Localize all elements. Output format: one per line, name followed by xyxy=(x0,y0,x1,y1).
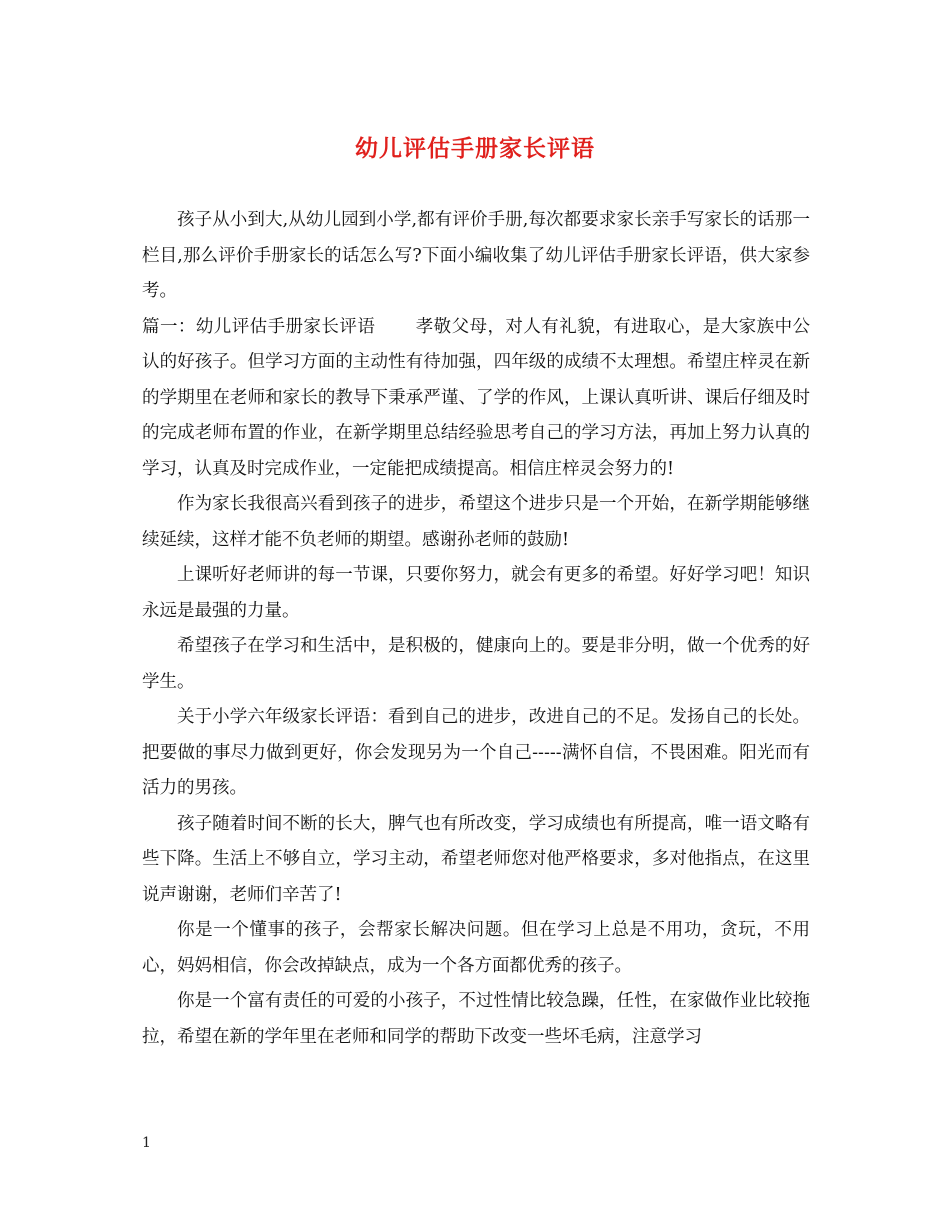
paragraph-sensible: 你是一个懂事的孩子，会帮家长解决问题。但在学习上总是不用功，贪玩，不用心，妈妈相信，你会改掉缺点，成为一个各方面都优秀的孩子。 xyxy=(142,920,810,976)
document-title: 幼儿评估手册家长评语 xyxy=(355,135,595,162)
paragraph-section-one xyxy=(142,310,810,488)
document-body xyxy=(142,203,810,1055)
paragraph-intro: 孩子从小到大,从幼儿园到小学,都有评价手册,每次都要求家长亲手写家长的话那一栏目,那么评价手册家长的话怎么写?下面小编收集了幼儿评估手册家长评语，供大家参考。 xyxy=(142,210,810,301)
paragraph-listen: 上课听好老师讲的每一节课，只要你努力，就会有更多的希望。好好学习吧！知识永远是最强的力量。 xyxy=(142,565,810,621)
page-number: 1 xyxy=(142,1135,151,1151)
paragraph-progress: 作为家长我很高兴看到孩子的进步，希望这个进步只是一个开始，在新学期能够继续延续，这样才能不负老师的期望。感谢孙老师的鼓励! xyxy=(142,494,810,550)
section-heading: 篇一：幼儿评估手册家长评语 xyxy=(142,316,376,337)
paragraph-growth: 孩子随着时间不断的长大，脾气也有所改变，学习成绩也有所提高，唯一语文略有些下降。生活上不够自立，学习主动，希望老师您对他严格要求，多对他指点，在这里说声谢谢，老师们辛苦了! xyxy=(142,813,810,905)
paragraph-grade-six: 关于小学六年级家长评语：看到自己的进步，改进自己的不足。发扬自己的长处。把要做的事尽力做到更好，你会发现另为一个自己-----满怀自信，不畏困难。阳光而有活力的男孩。 xyxy=(142,707,810,798)
paragraph-responsible: 你是一个富有责任的可爱的小孩子，不过性情比较急躁，任性，在家做作业比较拖拉，希望在新的学年里在老师和同学的帮助下改变一些坏毛病，注意学习 xyxy=(142,991,810,1047)
paragraph-hope: 希望孩子在学习和生活中，是积极的，健康向上的。要是非分明，做一个优秀的好学生。 xyxy=(142,636,810,692)
section-one-text: 孝敬父母，对人有礼貌，有进取心，是大家族中公认的好孩子。但学习方面的主动性有待加强，四年级的成绩不太理想。希望庄梓灵在新的学期里在老师和家长的教导下秉承严谨、了学的作风，上课认真听讲、课后仔细及时的完成老师布置的作业，在新学期里总结经验思考自己的学习方法，再加上努力认真的学习，认真及时完成作业，一定能把成绩提高。相信庄梓灵会努力的! xyxy=(142,316,811,479)
